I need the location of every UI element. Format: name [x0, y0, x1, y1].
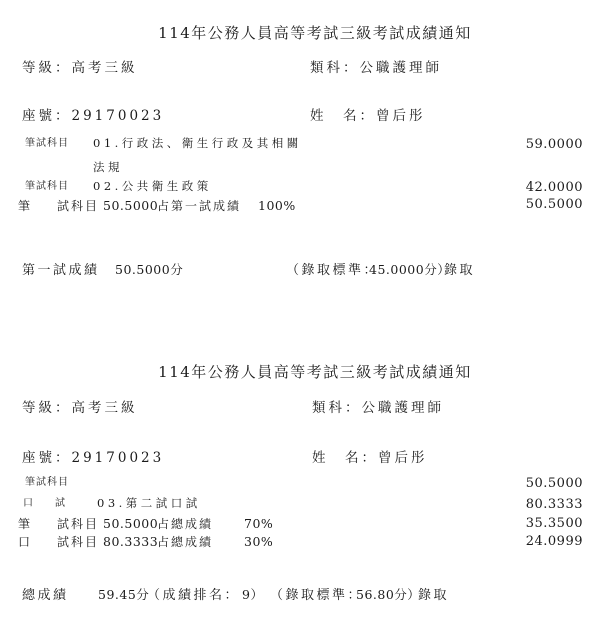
rank-label: （成績排名：	[147, 588, 241, 603]
row-label-subjects: 試科目	[57, 535, 100, 549]
subject-score: 80.3333	[525, 497, 583, 512]
category-field	[312, 402, 444, 416]
row-label-oral: 口	[23, 498, 34, 509]
subject-name: 01.行政法、衛生行政及其相關	[93, 136, 302, 150]
row-label-written-subject: 筆試科目	[25, 477, 69, 488]
row-label-written: 筆	[18, 517, 33, 531]
weight-label: 占總成績	[157, 517, 214, 531]
weighted-score: 50.5000	[525, 197, 583, 212]
category-label: 類科：	[312, 400, 362, 416]
rank-value: 9）	[242, 587, 264, 602]
grade-label: 等級：	[22, 400, 72, 416]
category-value: 公職護理師	[359, 60, 442, 76]
written-average-value: 50.5000	[103, 516, 159, 531]
weight-label: 占總成績	[157, 535, 214, 549]
name-label: 姓 名：	[310, 108, 376, 124]
cutoff-value: 56.80分）	[356, 587, 421, 602]
first-test-result-label: 第一試成績	[22, 263, 100, 278]
seat-value: 29170023	[71, 108, 165, 124]
written-average-value: 50.5000	[103, 198, 159, 213]
cutoff-value: 45.0000分）	[369, 262, 451, 277]
weighted-score: 35.3500	[525, 516, 583, 531]
weight-percent: 70%	[244, 516, 274, 531]
row-label-oral-2: 試	[55, 498, 66, 509]
subject-score: 50.5000	[525, 476, 583, 491]
cutoff-label: （錄取標準：	[286, 263, 380, 278]
category-label: 類科：	[310, 60, 360, 76]
seat-value: 29170023	[71, 450, 165, 466]
grade-value: 高考三級	[71, 400, 138, 416]
weighted-score: 24.0999	[525, 534, 583, 549]
name-field	[312, 452, 428, 466]
weight-percent: 100%	[258, 198, 296, 213]
subject-name: 03.第二試口試	[97, 496, 201, 510]
total-result-score: 59.45分	[98, 587, 150, 602]
weight-percent: 30%	[244, 534, 274, 549]
grade-field	[22, 402, 138, 416]
name-label: 姓 名：	[312, 450, 378, 466]
first-test-result-score: 50.5000分	[115, 262, 184, 277]
row-label-subjects: 試科目	[57, 199, 100, 213]
subject-name-continued: 法規	[93, 160, 123, 174]
page-title: 114年公務人員高等考試三級考試成績通知	[158, 24, 472, 42]
weight-label: 占第一試成績	[157, 199, 242, 213]
total-result-label: 總成績	[22, 588, 69, 603]
seat-label: 座號：	[22, 108, 72, 124]
grade-label: 等級：	[22, 60, 72, 76]
subject-score: 42.0000	[525, 180, 583, 195]
name-value: 曾后彤	[378, 450, 428, 466]
grade-value: 高考三級	[71, 60, 138, 76]
subject-score: 59.0000	[525, 137, 583, 152]
seat-field	[22, 452, 164, 466]
subject-name: 02.公共衛生政策	[93, 179, 212, 193]
admitted-status: 錄取	[444, 263, 476, 278]
row-label-written: 筆	[18, 199, 33, 213]
oral-average-value: 80.3333	[103, 534, 159, 549]
row-label-written-subject: 筆試科目	[25, 181, 69, 192]
category-value: 公職護理師	[361, 400, 444, 416]
cutoff-label: （錄取標準：	[270, 588, 364, 603]
row-label-oral: 口	[18, 535, 33, 549]
seat-label: 座號：	[22, 450, 72, 466]
row-label-subjects: 試科目	[57, 517, 100, 531]
page-title: 114年公務人員高等考試三級考試成績通知	[158, 363, 472, 381]
admitted-status: 錄取	[418, 588, 450, 603]
row-label-written-subject: 筆試科目	[25, 138, 69, 149]
name-value: 曾后彤	[376, 108, 426, 124]
